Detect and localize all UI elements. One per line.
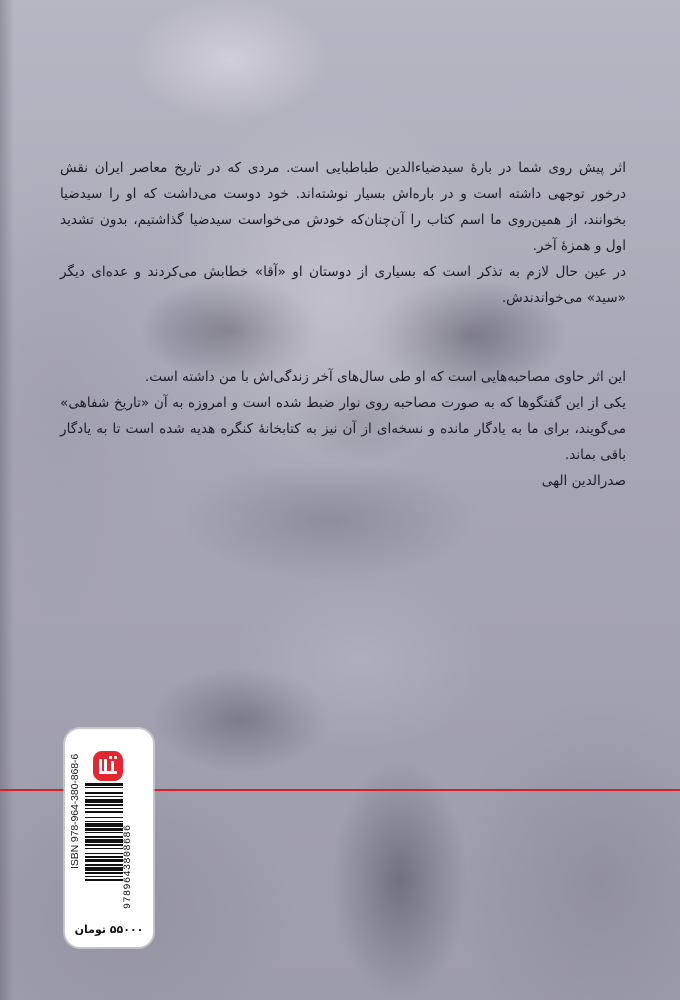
barcode-bar (85, 808, 123, 809)
barcode-bar (85, 876, 123, 877)
barcode-bar (85, 817, 123, 818)
blurb-block-1 (60, 155, 626, 311)
barcode-bar (85, 839, 123, 843)
publisher-logo-icon (93, 751, 123, 781)
barcode-bar (85, 872, 123, 875)
barcode-bar (85, 844, 123, 845)
barcode-bar (85, 879, 123, 880)
author-signature: صدرالدین الهی (541, 473, 626, 489)
barcode-bar (85, 804, 123, 805)
barcode-bar (85, 799, 123, 803)
barcode-bar (85, 823, 123, 827)
barcode-bar (85, 783, 123, 786)
blurb-paragraph: در عین حال لازم به تذکر است که بسیاری از دوستان او «آقا» خطابش می‌کردند و عده‌ای دیگر «سید» می‌خواندندش. (60, 264, 626, 306)
blurb-paragraph: اثر پیش روی شما در بارهٔ سیدضیاءالدین طباطبایی است. مردی که در تاریخ معاصر ایران نقش درخور توجهی داشته است و در باره‌اش بسیار نوشته‌اند. خود دوست می‌داشت که او را سیدضیا بخوانند، از همین‌روی ما اسم کتاب را آن‌چنان‌که خودش می‌خواست سیدضیا گذاشتیم، بدون تشدید اول و همزهٔ آخر. (60, 160, 626, 254)
blurb-paragraph: این اثر حاوی مصاحبه‌هایی است که او طی سال‌های آخر زندگی‌اش با من داشته است. (144, 369, 626, 385)
blurb-block-2 (60, 364, 626, 494)
blurb-paragraph: یکی از این گفتگوها که به صورت مصاحبه روی نوار ضبط شده است و امروزه به آن «تاریخ شفاهی» می‌گویند، برای ما به یادگار مانده و نسخه‌ای از آن نیز به کتابخانهٔ کنگره هدیه شده است تا به یادگار باقی بماند. (60, 395, 626, 463)
barcode (85, 783, 123, 909)
barcode-bar (85, 836, 123, 839)
barcode-bar (85, 848, 123, 849)
barcode-bar (85, 867, 123, 871)
isbn-price-label (64, 728, 154, 948)
barcode-bar (85, 792, 123, 795)
spine-shadow (0, 0, 14, 1000)
barcode-bar (85, 859, 123, 862)
barcode-bar (85, 856, 123, 859)
isbn-number: ISBN 978-964-380-868-6 (69, 753, 81, 869)
barcode-bar (85, 853, 123, 854)
barcode-bar (85, 787, 123, 788)
barcode-bar (85, 864, 123, 865)
price-label: ۵۵۰۰۰ تومان (74, 923, 144, 936)
barcode-bar (85, 828, 123, 831)
barcode-bar (85, 832, 123, 833)
barcode-bar (85, 811, 123, 814)
barcode-bar (85, 821, 123, 822)
barcode-bar (85, 796, 123, 797)
barcode-digits: 9789643808686 (123, 824, 134, 909)
